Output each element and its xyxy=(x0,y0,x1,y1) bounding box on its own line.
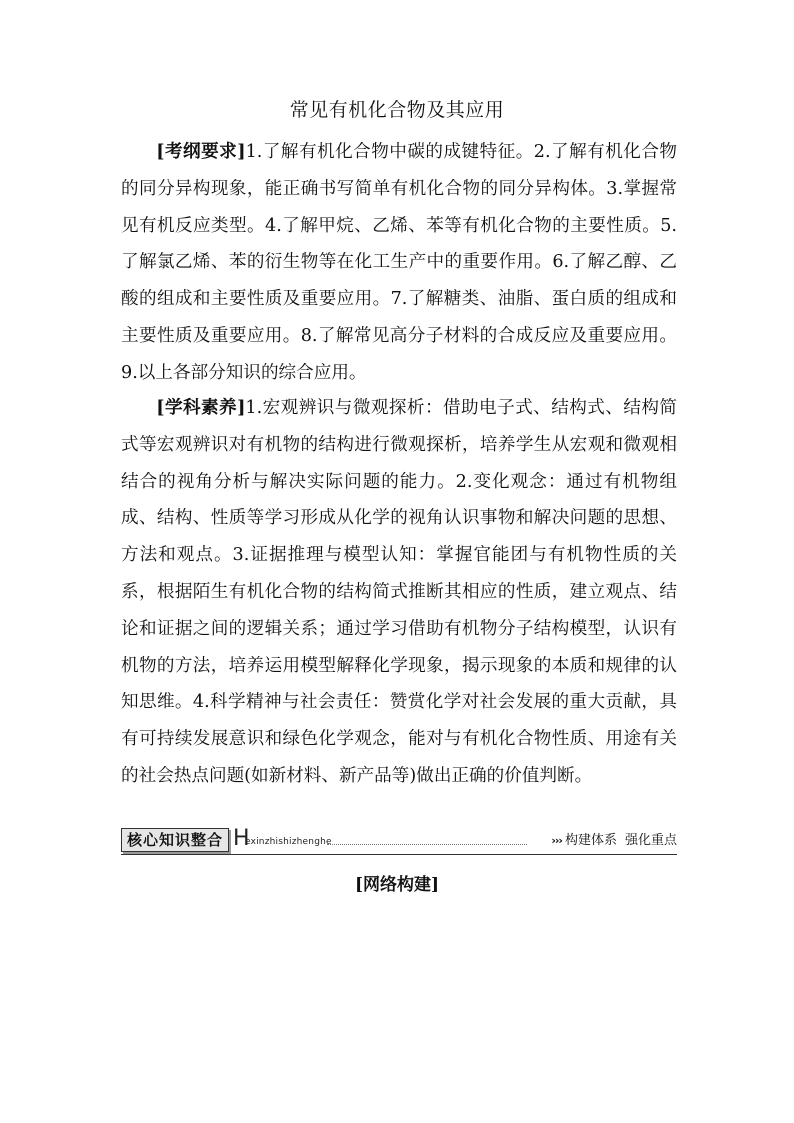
literacy-label: [学科素养] xyxy=(156,397,246,418)
literacy-text: 1.宏观辨识与微观探析：借助电子式、结构式、结构简式等宏观辨识对有机物的结构进行微观探析，培养学生从宏观和微观相结合的视角分析与解决实际问题的能力。2.变化观念：通过有机物组成、结构、性质等学习形成从化学的视角认识事物和解决问题的思想、方法和观点。3.证据推理与模型认知：掌握官能团与有机物性质的关系，根据陌生有机化合物的结构简式推断其相应的性质，建立观点、结论和证据之间的逻辑关系；通过学习借助有机物分子结构模型，认识有机物的方法，培养运用模型解释化学现象，揭示现象的本质和规律的认知思维。4.科学精神与社会责任：赞赏化学对社会发展的重大贡献，具有可持续发展意识和绿色化学观念，能对与有机化合物性质、用途有关的社会热点问题(如新材料、新产品等)做出正确的价值判断。 xyxy=(121,398,677,786)
section-right-b: 强化重点 xyxy=(624,833,677,848)
section-right-caption xyxy=(551,832,677,850)
section-divider xyxy=(121,854,677,855)
section-dotted-leader xyxy=(327,844,527,845)
page-title: 常见有机化合物及其应用 xyxy=(289,99,505,121)
syllabus-paragraph xyxy=(121,134,677,392)
syllabus-label: [考纲要求] xyxy=(156,141,246,162)
chevrons-icon: ››› xyxy=(551,834,562,847)
section-header-bar xyxy=(121,826,677,856)
section-right-a: 构建体系 xyxy=(564,833,617,848)
syllabus-text: 1.了解有机化合物中碳的成键特征。2.了解有机化合物的同分异构现象，能正确书写简单有机化合物的同分异构体。3.掌握常见有机反应类型。4.了解甲烷、乙烯、苯等有机化合物的主要性质。5.了解氯乙烯、苯的衍生物等在化工生产中的重要作用。6.了解乙醇、乙酸的组成和主要性质及重要应用。7.了解糖类、油脂、蛋白质的组成和主要性质及重要应用。8.了解常见高分子材料的合成反应及重要应用。9.以上各部分知识的综合应用。 xyxy=(121,142,677,383)
section-initial: H xyxy=(233,826,250,851)
literacy-paragraph xyxy=(121,390,677,795)
section-box-label: 核心知识整合 xyxy=(121,828,229,852)
section-pinyin: exinzhishizhenghe xyxy=(245,837,332,847)
network-subheading: [网络构建] xyxy=(354,875,440,895)
